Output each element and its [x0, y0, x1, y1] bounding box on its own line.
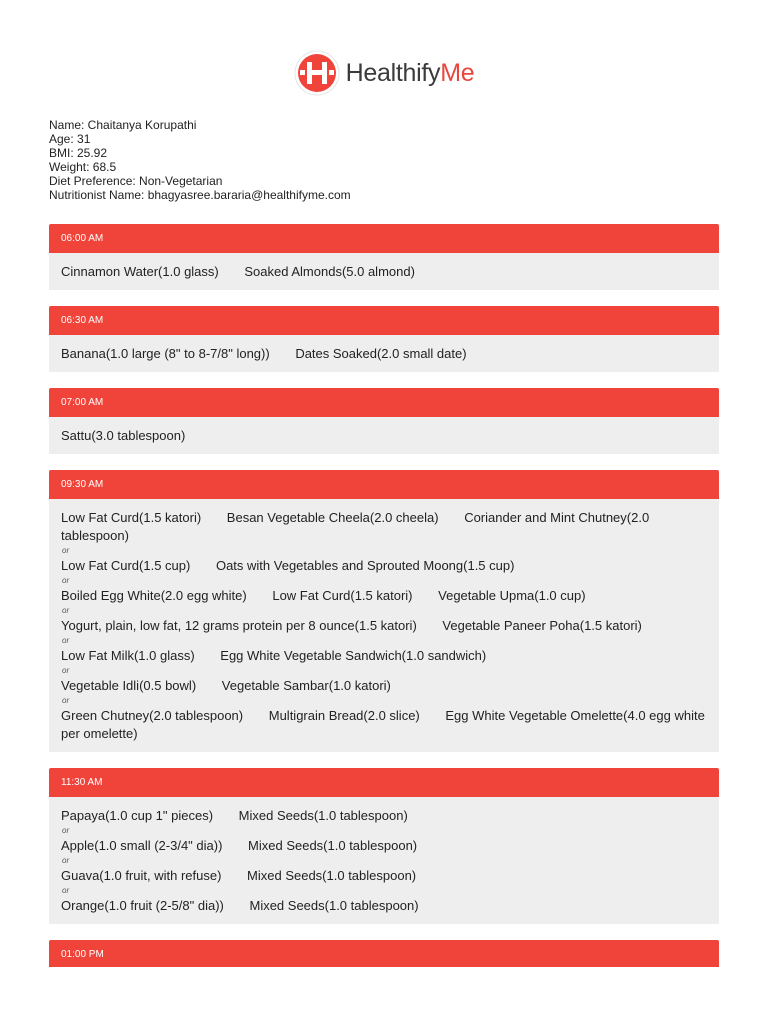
meal-option: [61, 557, 707, 575]
profile-name: Name: Chaitanya Korupathi: [49, 118, 197, 132]
food-item: Mixed Seeds(1.0 tablespoon): [238, 808, 408, 823]
meal-option: [61, 897, 707, 915]
or-separator: or: [62, 606, 70, 615]
meal-option: [61, 617, 707, 635]
food-item: Multigrain Bread(2.0 slice): [268, 708, 420, 723]
meal-option: [61, 677, 707, 695]
meal-section: [49, 470, 719, 752]
meal-time-header: 09:30 AM: [49, 470, 719, 499]
food-item: Orange(1.0 fruit (2-5/8" dia)): [61, 898, 224, 913]
brand-header: [0, 48, 768, 98]
food-item: Low Fat Curd(1.5 katori): [272, 588, 413, 603]
meal-option: [61, 837, 707, 855]
food-item: Egg White Vegetable Sandwich(1.0 sandwich): [220, 648, 487, 663]
or-separator: or: [62, 856, 70, 865]
food-item: Guava(1.0 fruit, with refuse): [61, 868, 222, 883]
food-item: Sattu(3.0 tablespoon): [61, 428, 186, 443]
meal-option: [61, 509, 707, 545]
food-item: Coriander and Mint Chutney(2.0 tablespoon): [61, 510, 650, 543]
food-item: Egg White Vegetable Omelette(4.0 egg white per omelette): [61, 708, 705, 741]
food-item: Green Chutney(2.0 tablespoon): [61, 708, 244, 723]
or-separator: or: [62, 546, 70, 555]
meal-options: [49, 417, 719, 454]
meal-time-header: 06:30 AM: [49, 306, 719, 335]
food-item: Apple(1.0 small (2-3/4" dia)): [61, 838, 223, 853]
meal-section: [49, 306, 719, 372]
food-item: Vegetable Sambar(1.0 katori): [221, 678, 391, 693]
meal-option: [61, 587, 707, 605]
meal-section: [49, 940, 719, 967]
meal-option: [61, 345, 707, 363]
food-item: Vegetable Paneer Poha(1.5 katori): [442, 618, 642, 633]
food-item: Mixed Seeds(1.0 tablespoon): [247, 868, 417, 883]
meal-option: [61, 647, 707, 665]
meal-options: [49, 499, 719, 752]
brand-name-part1: Healthify: [345, 58, 441, 87]
or-separator: or: [62, 666, 70, 675]
healthifyme-logo-icon: [294, 50, 340, 96]
or-separator: or: [62, 826, 70, 835]
food-item: Yogurt, plain, low fat, 12 grams protein per 8 ounce(1.5 katori): [61, 618, 417, 633]
meal-options: [49, 253, 719, 290]
profile-bmi: BMI: 25.92: [49, 146, 108, 160]
food-item: Papaya(1.0 cup 1" pieces): [61, 808, 214, 823]
brand-name: [346, 59, 475, 88]
food-item: Low Fat Curd(1.5 cup): [61, 558, 191, 573]
food-item: Dates Soaked(2.0 small date): [295, 346, 467, 361]
food-item: Low Fat Milk(1.0 glass): [61, 648, 195, 663]
profile-weight: Weight: 68.5: [49, 160, 117, 174]
food-item: Oats with Vegetables and Sprouted Moong(1.5 cup): [215, 558, 515, 573]
food-item: Banana(1.0 large (8" to 8-7/8" long)): [61, 346, 270, 361]
profile-age: Age: 31: [49, 132, 91, 146]
meal-section: [49, 768, 719, 924]
meal-plan: [49, 224, 719, 967]
food-item: Low Fat Curd(1.5 katori): [61, 510, 202, 525]
meal-section: [49, 388, 719, 454]
brand-name-part2: Me: [440, 58, 475, 87]
food-item: Vegetable Upma(1.0 cup): [438, 588, 586, 603]
meal-time-header: 01:00 PM: [49, 940, 719, 967]
meal-option: [61, 427, 707, 445]
meal-time-header: 06:00 AM: [49, 224, 719, 253]
or-separator: or: [62, 636, 70, 645]
food-item: Boiled Egg White(2.0 egg white): [61, 588, 247, 603]
meal-option: [61, 807, 707, 825]
or-separator: or: [62, 696, 70, 705]
meal-options: [49, 335, 719, 372]
meal-section: [49, 224, 719, 290]
food-item: Mixed Seeds(1.0 tablespoon): [249, 898, 419, 913]
food-item: Soaked Almonds(5.0 almond): [244, 264, 415, 279]
food-item: Vegetable Idli(0.5 bowl): [61, 678, 197, 693]
profile-info: [49, 118, 351, 202]
meal-option: [61, 707, 707, 743]
food-item: Cinnamon Water(1.0 glass): [61, 264, 219, 279]
meal-options: [49, 797, 719, 924]
meal-time-header: 11:30 AM: [49, 768, 719, 797]
profile-diet: Diet Preference: Non-Vegetarian: [49, 174, 223, 188]
profile-nutritionist: Nutritionist Name: bhagyasree.bararia@healthifyme.com: [49, 188, 351, 202]
meal-option: [61, 867, 707, 885]
food-item: Mixed Seeds(1.0 tablespoon): [248, 838, 418, 853]
or-separator: or: [62, 886, 70, 895]
meal-option: [61, 263, 707, 281]
food-item: Besan Vegetable Cheela(2.0 cheela): [226, 510, 439, 525]
meal-time-header: 07:00 AM: [49, 388, 719, 417]
or-separator: or: [62, 576, 70, 585]
